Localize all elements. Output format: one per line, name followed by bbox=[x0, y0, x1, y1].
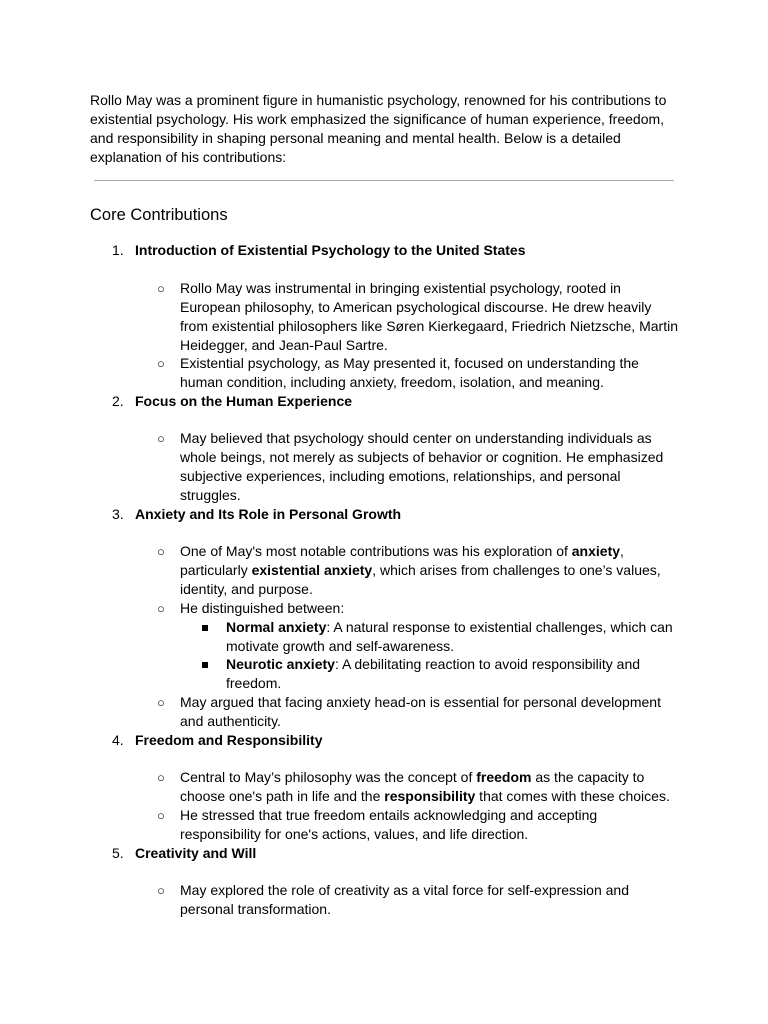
bullet-text: May explored the role of creativity as a vital force for self-expression and personal transformation. bbox=[180, 882, 629, 917]
list-number: 4. bbox=[112, 732, 124, 748]
emphasis-anxiety: anxiety bbox=[571, 543, 621, 559]
bullet-text: One of May's most notable contributions was his exploration of anxiety, particularly existential anxiety, which arises from challenges to one’s values, identity, and purpose. bbox=[180, 543, 661, 597]
emphasis-existential-anxiety: existential anxiety bbox=[251, 562, 373, 578]
circle-bullet-icon: ○ bbox=[157, 808, 165, 823]
bullet-text: He stressed that true freedom entails acknowledging and accepting responsibility for one's actions, values, and life direction. bbox=[180, 807, 598, 842]
circle-bullet-icon: ○ bbox=[157, 544, 165, 559]
emphasis-responsibility: responsibility bbox=[384, 788, 476, 804]
bullet-text: May argued that facing anxiety head-on is essential for personal development and authenticity. bbox=[180, 694, 661, 729]
list-number: 3. bbox=[112, 506, 124, 522]
section-title: Focus on the Human Experience bbox=[135, 393, 353, 409]
square-bullet-icon bbox=[202, 662, 208, 668]
bullet-text: May believed that psychology should center on understanding individuals as whole beings, not merely as subjects of behavior or cognition. He emphasized subjective experiences, including emotions, relationships, and personal struggles. bbox=[180, 430, 664, 503]
section-title: Anxiety and Its Role in Personal Growth bbox=[135, 506, 402, 522]
circle-bullet-icon: ○ bbox=[157, 695, 165, 710]
square-bullet-icon bbox=[202, 625, 208, 631]
list-number: 5. bbox=[112, 845, 124, 861]
bullet-text: Neurotic anxiety: A debilitating reaction to avoid responsibility and freedom. bbox=[226, 656, 641, 691]
emphasis-freedom: freedom bbox=[476, 769, 532, 785]
horizontal-divider bbox=[94, 180, 674, 181]
intro-paragraph: Rollo May was a prominent figure in humanistic psychology, renowned for his contributions to existential psychology. His work emphasized the significance of human experience, freedom, and responsibility in shaping personal meaning and mental health. Below is a detailed explanation of his contributions: bbox=[90, 92, 667, 165]
bullet-text: Central to May’s philosophy was the concept of freedom as the capacity to choose one's path in life and the responsibility that comes with these choices. bbox=[180, 769, 670, 804]
bullet-text: He distinguished between: bbox=[180, 600, 345, 616]
list-number: 1. bbox=[112, 242, 124, 258]
section-heading: Core Contributions bbox=[90, 206, 228, 224]
circle-bullet-icon: ○ bbox=[157, 356, 165, 371]
bullet-text: Existential psychology, as May presented it, focused on understanding the human condition, including anxiety, freedom, isolation, and meaning. bbox=[180, 355, 639, 390]
circle-bullet-icon: ○ bbox=[157, 883, 165, 898]
bullet-text: Rollo May was instrumental in bringing existential psychology, rooted in European philosophy, to American psychological discourse. He drew heavily from existential philosophers like Søren Kierkegaard, Friedrich Nietzsche, Martin Heidegger, and Jean-Paul Sartre. bbox=[180, 280, 678, 353]
circle-bullet-icon: ○ bbox=[157, 431, 165, 446]
bullet-text: Normal anxiety: A natural response to existential challenges, which can motivate growth and self-awareness. bbox=[226, 619, 673, 654]
circle-bullet-icon: ○ bbox=[157, 281, 165, 296]
circle-bullet-icon: ○ bbox=[157, 770, 165, 785]
section-title: Freedom and Responsibility bbox=[135, 732, 323, 748]
list-number: 2. bbox=[112, 393, 124, 409]
section-title: Introduction of Existential Psychology to the United States bbox=[135, 242, 526, 258]
circle-bullet-icon: ○ bbox=[157, 601, 165, 616]
section-title: Creativity and Will bbox=[135, 845, 257, 861]
